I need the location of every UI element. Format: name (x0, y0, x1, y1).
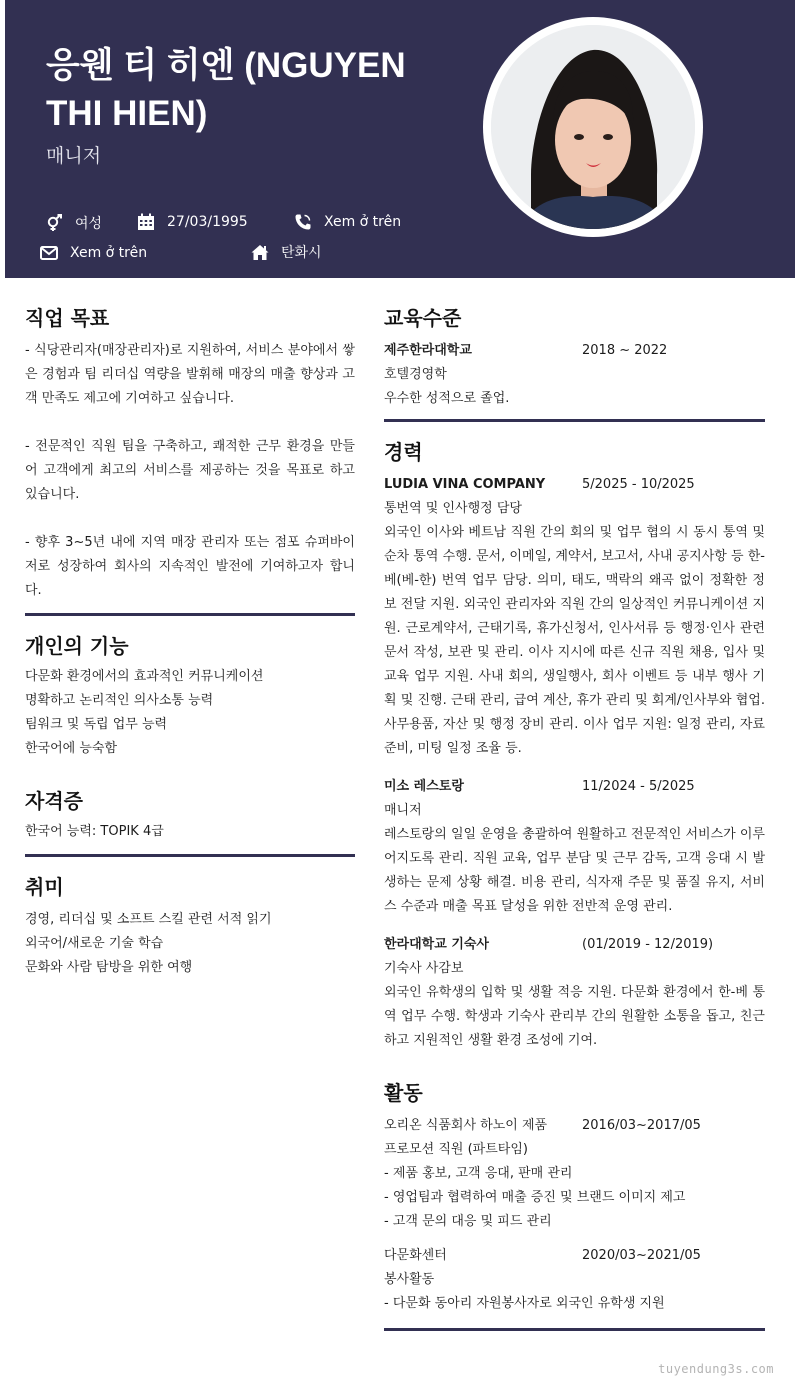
hobby-item: 외국어/새로운 기술 학습 (25, 936, 164, 951)
company-name: LUDIA VINA COMPANY (384, 477, 546, 492)
job-position: 통번역 및 인사행정 담당 (384, 501, 522, 516)
left-column (25, 278, 355, 980)
job-description: 외국인 유학생의 입학 및 생활 적응 지원. 다문화 환경에서 한-베 통역 업무 수행. 학생과 기숙사 관리부 간의 원활한 소통을 돕고, 친근하고 지원적인 생활 환경 조성에 기여. (384, 985, 765, 1048)
experience-item (384, 473, 765, 761)
gender-icon (45, 214, 63, 232)
full-name: 응웬 티 히엔 (NGUYEN THI HIEN) (46, 46, 406, 133)
birthday-info (137, 213, 248, 231)
objective-paragraph: - 식당관리자(매장관리자)로 지원하여, 서비스 분야에서 쌓은 경험과 팀 리더십 역량을 발휘해 매장의 매출 향상과 고객 만족도 제고에 기여하고 싶습니다. (25, 343, 355, 406)
objective-paragraph: - 향후 3~5년 내에 지역 매장 관리자 또는 점포 슈퍼바이저로 성장하여 회사의 지속적인 발전에 기여하고자 합니다. (25, 535, 355, 598)
home-icon (251, 244, 269, 261)
objective-paragraph: - 전문적인 직원 팀을 구축하고, 쾌적한 근무 환경을 만들어 고객에게 최고의 서비스를 제공하는 것을 목표로 하고 있습니다. (25, 439, 355, 502)
experience-item (384, 775, 765, 919)
phone-info (294, 213, 401, 231)
company-name: 미소 레스토랑 (384, 779, 464, 794)
activity-item (384, 1244, 765, 1316)
profile-photo (491, 25, 695, 229)
calendar-icon (137, 213, 155, 231)
education-period: 2018 ~ 2022 (582, 343, 668, 358)
experience-item (384, 933, 765, 1053)
gender-value: 여성 (75, 216, 103, 232)
experience-header-row (384, 775, 765, 799)
address-info (251, 242, 322, 262)
email-value: Xem ở trên (70, 245, 148, 261)
email-info (40, 245, 147, 261)
experience-header-row (384, 473, 765, 497)
activity-item (384, 1114, 765, 1234)
section-divider (384, 1328, 765, 1331)
activity-line: - 제품 홍보, 고객 응대, 판매 관리 (384, 1166, 573, 1181)
activity-org: 다문화센터 (384, 1248, 447, 1263)
phone-icon (294, 213, 312, 231)
resume-header (5, 0, 795, 278)
company-name: 한라대학교 기숙사 (384, 937, 489, 952)
experience-header-row (384, 933, 765, 957)
job-position: 매니저 (384, 803, 422, 818)
job-description: 레스토랑의 일일 운영을 총괄하여 원활하고 전문적인 서비스가 이루어지도록 관리. 직원 교육, 업무 분담 및 근무 감독, 고객 응대 시 발생하는 문제 상황 해결. 비용 관리, 식자재 주문 및 품질 유지, 서비스 수준과 매출 목표 달성을 위한 전반적 운영 관리. (384, 827, 765, 914)
skill-item: 다문화 환경에서의 효과적인 커뮤니케이션 (25, 669, 264, 684)
activity-line: - 고객 문의 대응 및 피드 관리 (384, 1214, 552, 1229)
job-period: (01/2019 - 12/2019) (582, 937, 714, 952)
job-description: 외국인 이사와 베트남 직원 간의 회의 및 업무 협의 시 동시 통역 및 순차 통역 수행. 문서, 이메일, 계약서, 보고서, 사내 공지사항 등 한-베(베-한) 번역 업무 담당. 의미, 태도, 맥락의 왜곡 없이 정확한 정보 전달 지원. 외국인 관리자와 직원 간의 일상적인 커뮤니케이션 지원. 근로계약서, 근태기록, 휴가신청서, 인사서류 등 행정·인사 관련 문서 작성, 보관 및 관리. 이사 지시에 따른 신규 직원 채용, 입사 및 교육 업무 지원. 사내 회의, 생일행사, 회사 이벤트 등 내부 행사 기획 및 진행. 근태 관리, 급여 계산, 휴가 관리 및 회계/인사부와 협업. 사무용품, 자산 및 행정 장비 관리. 이사 업무 지원: 일정 관리, 자료 준비, 미팅 일정 조율 등. (384, 525, 765, 756)
objective-title: 직업 목표 (25, 306, 110, 330)
job-period: 11/2024 - 5/2025 (582, 779, 695, 794)
skill-item: 명확하고 논리적인 의사소통 능력 (25, 693, 214, 708)
skill-item: 팀워크 및 독립 업무 능력 (25, 717, 168, 732)
job-position: 기숙사 사감보 (384, 961, 464, 976)
activity-line: 봉사활동 (384, 1272, 435, 1287)
hobbies-title: 취미 (25, 875, 64, 899)
hobby-item: 경영, 리더십 및 소프트 스킬 관련 서적 읽기 (25, 912, 272, 927)
profile-photo-frame (483, 17, 703, 237)
job-title: 매니저 (46, 145, 102, 167)
activity-line: 프로모션 직원 (파트타임) (384, 1142, 528, 1157)
activity-line: - 다문화 동아리 자원봉사자로 외국인 유학생 지원 (384, 1296, 665, 1311)
hobby-item: 문화와 사람 탐방을 위한 여행 (25, 960, 193, 975)
education-header-row (384, 339, 765, 363)
skills-title: 개인의 기능 (25, 634, 129, 658)
activities-title: 활동 (384, 1081, 423, 1105)
school-name: 제주한라대학교 (384, 343, 472, 358)
certificate-item: 한국어 능력: TOPIK 4급 (25, 824, 164, 839)
education-note: 우수한 성적으로 졸업. (384, 391, 510, 406)
email-icon (40, 246, 58, 260)
activity-header-row (384, 1114, 765, 1138)
education-major: 호텔경영학 (384, 367, 447, 382)
certificates-title: 자격증 (25, 789, 83, 813)
watermark-text: tuyendung3s.com (658, 1362, 774, 1376)
job-period: 5/2025 - 10/2025 (582, 477, 695, 492)
activity-period: 2016/03~2017/05 (582, 1118, 701, 1133)
education-title: 교육수준 (384, 306, 462, 330)
activity-line: - 영업팀과 협력하여 매출 증진 및 브랜드 이미지 제고 (384, 1190, 686, 1205)
experience-title: 경력 (384, 440, 423, 464)
activity-period: 2020/03~2021/05 (582, 1248, 701, 1263)
address-value: 탄화시 (281, 245, 322, 261)
phone-value: Xem ở trên (324, 214, 402, 230)
skill-item: 한국어에 능숙함 (25, 741, 118, 756)
activity-org: 오리온 식품회사 하노이 제품 (384, 1118, 548, 1133)
gender-info (45, 213, 102, 233)
birthday-value: 27/03/1995 (167, 214, 248, 230)
activity-header-row (384, 1244, 765, 1268)
right-column (384, 278, 765, 1331)
